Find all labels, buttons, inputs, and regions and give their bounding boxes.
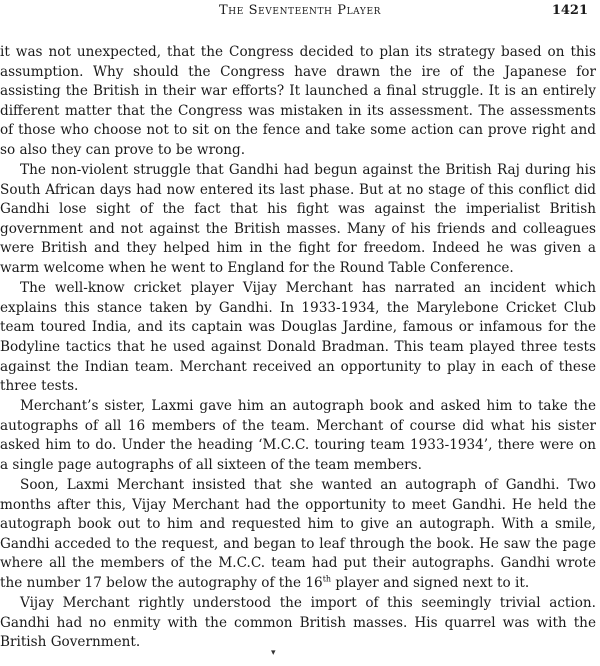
paragraph-text: Soon, Laxmi Merchant insisted that she wanted an autograph of Gandhi. Two months after this, Vijay Merchant had the opportunity to meet Gandhi. He held the autograph book out to him and requested him to give an autograph. With a smile, Gandhi acceded to the request, and began to leaf through the book. He saw the page where all the members of the M.C.C. team had put their autographs. Gandhi wrote the number 17 below the autography of the 16 bbox=[0, 477, 596, 592]
paragraph: The non-violent struggle that Gandhi had begun against the British Raj during his South African days had now entered its last phase. But at no stage of this conflict did Gandhi lose sight of the fact that his fight was against the imperialist British government and not against the British masses. Many of his friends and colleagues were British and they helped him in the fight for freedom. Indeed he was given a warm welcome when he went to England for the Round Table Conference. bbox=[0, 162, 596, 277]
running-head bbox=[0, 3, 600, 23]
stray-ink-mark: ▾ bbox=[271, 648, 276, 658]
ordinal-suffix: th bbox=[322, 574, 332, 584]
paragraph-text: player and signed next to it. bbox=[331, 575, 530, 592]
paragraph: Merchant’s sister, Laxmi gave him an autograph book and asked him to take the autographs of all 16 members of the team. Merchant of course did what his sister asked him to do. Under the heading ‘M.C.C. touring team 1933-1934’, there were on a single page autographs of all sixteen of the team members. bbox=[0, 398, 596, 473]
running-title: The Seventeenth Player bbox=[219, 3, 381, 18]
page-number: 1421 bbox=[551, 3, 588, 18]
paragraph: it was not unexpected, that the Congress decided to plan its strategy based on this assumption. Why should the Congress have drawn the ire of the Japanese for assisting the British in their war efforts? It launched a final struggle. It is an entirely different matter that the Congress was mistaken in its assessment. The assessments of those who choose not to sit on the fence and take some action can prove right and so also they can prove to be wrong. bbox=[0, 44, 596, 158]
paragraph: Vijay Merchant rightly understood the import of this seemingly trivial action. Gandhi had no enmity with the common British masses. His quarrel was with the British Government. bbox=[0, 595, 596, 651]
body-text bbox=[0, 43, 596, 653]
paragraph: The well-know cricket player Vijay Merchant has narrated an incident which explains this stance taken by Gandhi. In 1933-1934, the Marylebone Cricket Club team toured India, and its captain was Douglas Jardine, famous or infamous for the Bodyline tactics that he used against Donald Bradman. This team played three tests against the Indian team. Merchant received an opportunity to play in each of these three tests. bbox=[0, 280, 596, 395]
paragraph bbox=[0, 476, 596, 594]
